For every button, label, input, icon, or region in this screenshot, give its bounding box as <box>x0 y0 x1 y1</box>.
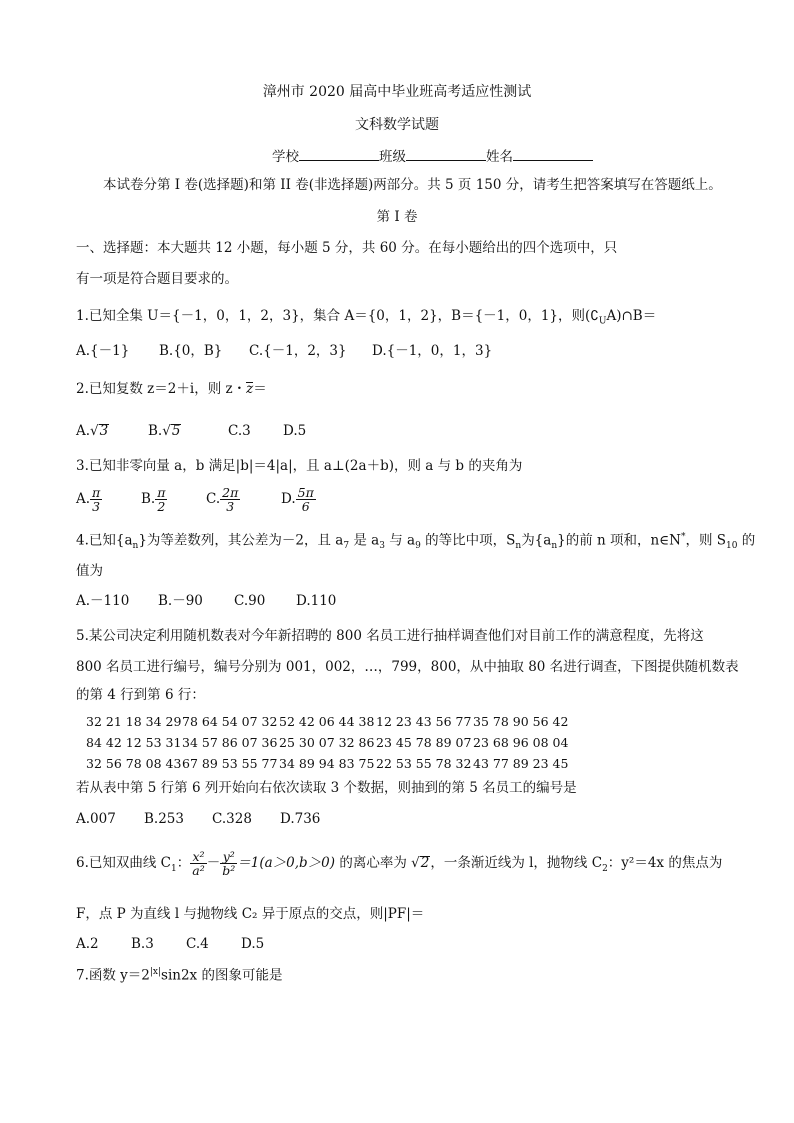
section-heading-line1: 一、选择题：本大题共 12 小题，每小题 5 分，共 60 分。在每小题给出的四个选项中，只 <box>76 240 618 256</box>
q2-option-d[interactable]: D.5 <box>283 423 307 439</box>
exam-intro: 本试卷分第 I 卷(选择题)和第 II 卷(非选择题)两部分。共 5 页 150 分，请考生把答案填写在答题纸上。 <box>103 177 722 193</box>
q3-option-c[interactable]: C. $\frac{2\pi}{3}$ <box>206 485 239 515</box>
q5-stem-line4: 若从表中第 5 行第 6 列开始向右依次读取 3 个数据，则抽到的第 5 名员工的编号是 <box>76 780 577 796</box>
class-label: 班级 <box>379 149 406 165</box>
q6-option-a[interactable]: A.2 <box>76 936 99 952</box>
fraction-y: $\frac{\text{y²}}{\text{b²}}$ <box>222 849 236 879</box>
table-cell: 25 30 07 32 86 <box>279 735 375 750</box>
q6-options <box>76 938 264 952</box>
q4-stem-line1: 4.已知$\{a_n\}$为等差数列，其公差为－2，且 $a_7$ 是 $a_3$ 与 $a_9$ 的等比中项，$S_n$为$\{a_n\}$的前 n 项和，n∈N*，则 $S_{10}$ 的 <box>76 532 756 552</box>
q4-stem-line2: 值为 <box>76 563 103 579</box>
q2-options <box>76 424 306 439</box>
q3-options <box>76 486 316 513</box>
table-cell: 78 64 54 07 32 <box>182 714 278 729</box>
z-conjugate: z <box>246 381 254 397</box>
table-cell: 32 21 18 34 29 <box>86 714 182 729</box>
q5-stem-line3: 的第 4 行到第 6 行： <box>76 687 205 703</box>
q1-option-a[interactable]: A.{－1} <box>76 343 130 359</box>
table-cell: 23 45 78 89 07 <box>376 735 472 750</box>
q2-option-b[interactable]: B.√5 <box>148 423 181 439</box>
table-cell: 43 77 89 23 45 <box>473 756 569 771</box>
exam-title: 漳州市 2020 届高中毕业班高考适应性测试 <box>262 84 532 100</box>
class-blank[interactable] <box>406 148 486 161</box>
q1-option-b[interactable]: B.{0，B} <box>159 343 223 359</box>
section-heading-line2: 有一项是符合题目要求的。 <box>76 271 238 287</box>
q5-stem-line2: 800 名员工进行编号，编号分别为 001，002，…，799，800，从中抽取 80 名进行调查，下图提供随机数表 <box>76 659 739 675</box>
q5-option-d[interactable]: D.736 <box>280 811 321 827</box>
name-label: 姓名 <box>486 149 513 165</box>
table-cell: 34 89 94 83 75 <box>279 756 375 771</box>
table-cell: 12 23 43 56 77 <box>376 714 472 729</box>
q2-option-a[interactable]: A.√3 <box>76 423 109 439</box>
q4-option-d[interactable]: D.110 <box>296 593 337 609</box>
q5-option-a[interactable]: A.007 <box>76 811 116 827</box>
q6-stem-line2: F，点 P 为直线 l 与抛物线 C₂ 异于原点的交点，则|PF|＝ <box>76 906 425 922</box>
table-cell: 67 89 53 55 77 <box>182 756 278 771</box>
q6-option-b[interactable]: B.3 <box>131 936 154 952</box>
part-title: 第 I 卷 <box>376 209 418 225</box>
q4-option-c[interactable]: C.90 <box>234 593 266 609</box>
table-cell: 22 53 55 78 32 <box>376 756 472 771</box>
q4-options <box>76 595 336 609</box>
q7-stem: 7.函数 $y=2^{|x|}\sin 2x$ 的图象可能是 <box>76 967 283 984</box>
table-cell: 84 42 12 53 31 <box>86 735 182 750</box>
exam-subtitle: 文科数学试题 <box>355 117 439 133</box>
q5-options <box>76 813 320 827</box>
q1-options <box>76 345 492 359</box>
q5-stem-line1: 5.某公司决定利用随机数表对今年新招聘的 800 名员工进行抽样调查他们对目前工作的满意程度，先将这 <box>76 628 704 644</box>
q4-option-b[interactable]: B.－90 <box>158 593 203 609</box>
q3-option-d[interactable]: D. $\frac{5\pi}{6}$ <box>281 485 314 515</box>
name-blank[interactable] <box>513 148 593 161</box>
q1-stem: 1.已知全集 U＝{－1，0，1，2，3}，集合 A＝{0，1，2}，B＝{－1，0，1}，则$(∁_UA)\cap B=$ <box>76 308 657 327</box>
q6-option-c[interactable]: C.4 <box>186 936 209 952</box>
q2-stem: 2.已知复数 z＝2＋i，则 z・z＝ <box>76 381 267 397</box>
q3-option-b[interactable]: B. $\frac{\pi}{2}$ <box>141 485 166 515</box>
table-cell: 34 57 86 07 36 <box>182 735 278 750</box>
student-info-line <box>272 148 593 165</box>
q3-stem: 3.已知非零向量 a，b 满足|b|＝4|a|，且 a⊥(2a＋b)，则 a 与 b 的夹角为 <box>76 458 523 474</box>
table-cell: 35 78 90 56 42 <box>473 714 569 729</box>
fraction-x: $\frac{\text{x²}}{\text{a²}}$ <box>192 849 205 879</box>
school-label: 学校 <box>272 149 299 165</box>
q5-option-b[interactable]: B.253 <box>144 811 184 827</box>
q6-stem-line1: 6.已知双曲线 $C_1$： $\frac{\text{x²}}{\text{a²}}$ － $\frac{\text{y²}}{\text{b²}}$ ＝1(a＞0,b＞0) 的离心率为 √2，一条渐近线为 l，抛物线 $C_2$：y²＝4x 的焦点为 <box>76 849 723 879</box>
table-cell: 32 56 78 08 43 <box>86 756 182 771</box>
table-cell: 23 68 96 08 04 <box>473 735 569 750</box>
q4-option-a[interactable]: A.－110 <box>76 593 130 609</box>
q6-option-d[interactable]: D.5 <box>241 936 265 952</box>
q1-option-d[interactable]: D.{－1，0，1，3} <box>372 343 493 359</box>
q3-option-a[interactable]: A. $\frac{\pi}{3}$ <box>76 485 101 515</box>
q1-option-c[interactable]: C.{－1，2，3} <box>249 343 347 359</box>
q2-option-c[interactable]: C.3 <box>228 423 251 439</box>
q5-option-c[interactable]: C.328 <box>212 811 252 827</box>
table-cell: 52 42 06 44 38 <box>279 714 375 729</box>
school-blank[interactable] <box>299 148 379 161</box>
